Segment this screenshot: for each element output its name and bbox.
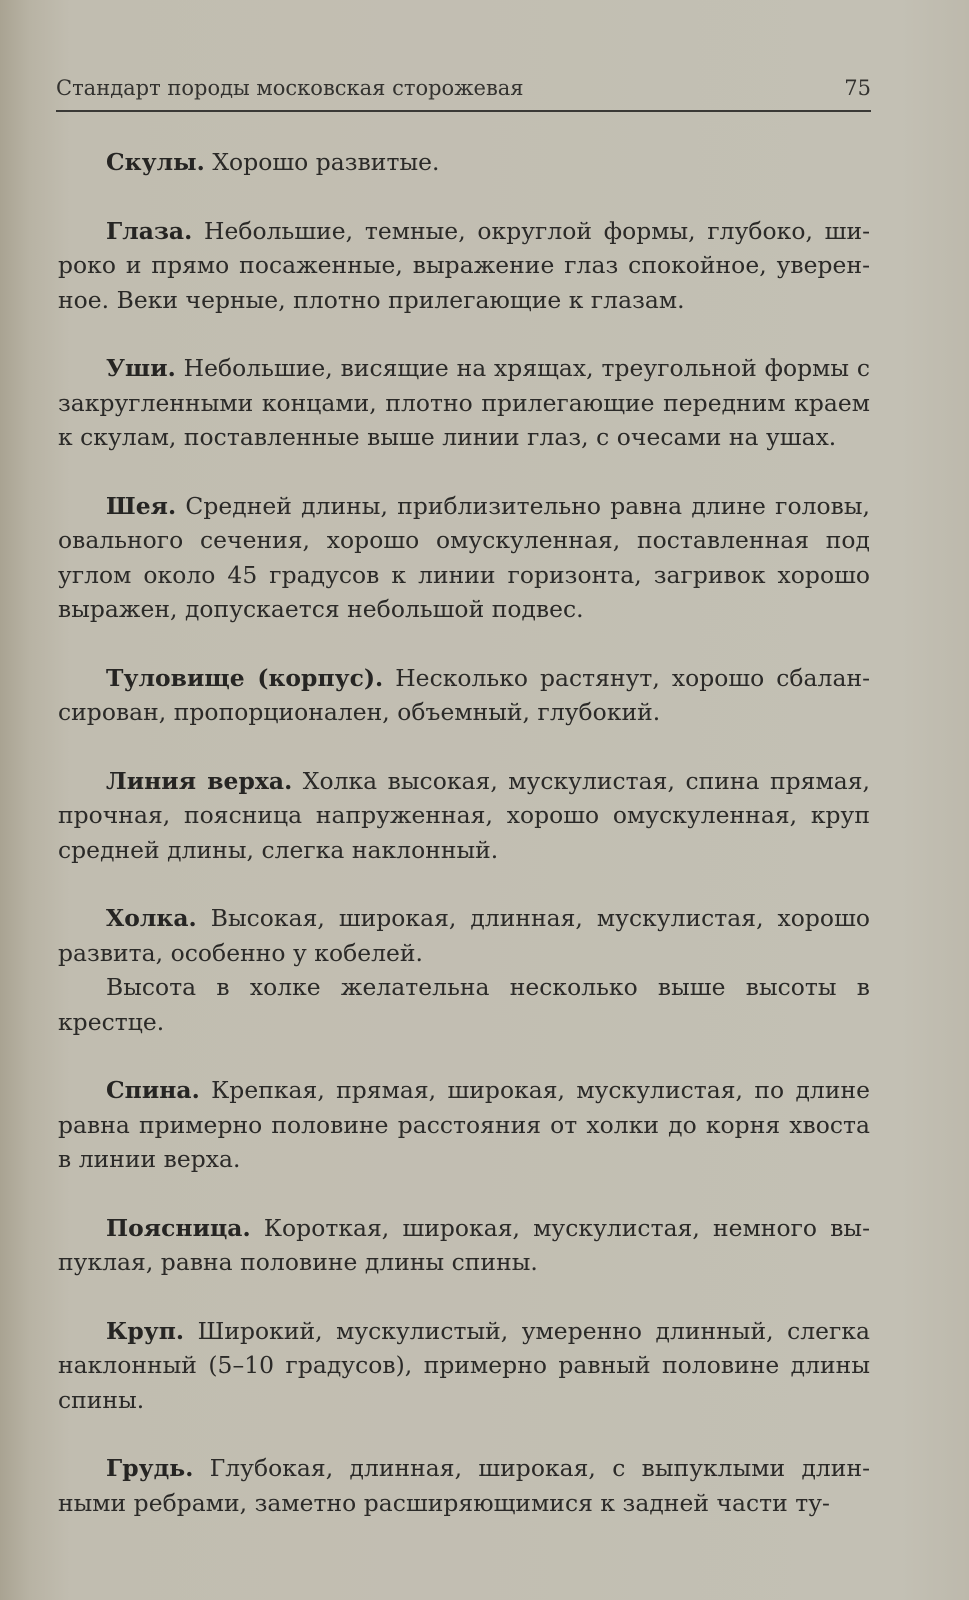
paragraph-text: Высокая, широкая, длинная, мускулистая, хорошо развита, особенно у кобелей. [58,904,870,967]
paragraph-back [58,1073,870,1177]
paragraph-cheekbones [58,145,870,180]
page-number: 75 [844,76,871,100]
paragraph-loin [58,1211,870,1280]
paragraph-topline [58,764,870,868]
paragraph-eyes [58,214,870,318]
paragraph-text: Небольшие, темные, округлой формы, глубоко, широко и прямо посаженные, выражение глаз спокойное, уверенное. Веки черные, плотно прилегающие к глазам. [58,216,870,314]
term-label: Поясница. [106,1213,251,1242]
term-label: Туловище (корпус). [106,663,384,692]
paragraph-text: Глубокая, длинная, широкая, с выпуклыми длинными ребрами, заметно расширяющимися к задней части ту- [58,1454,870,1517]
paragraph-text: Хорошо развитые. [204,148,440,176]
paragraph-text: Широкий, мускулистый, умеренно длинный, слегка наклонный (5–10 градусов), примерно равный половине длины спины. [58,1316,870,1414]
term-label: Грудь. [106,1454,194,1482]
paragraph-text: Небольшие, висящие на хрящах, треугольной формы с закругленными концами, плотно прилегающие передним краем к скулам, поставленные выше линии глаз, с очесами на ушах. [58,354,870,451]
paragraph-neck [58,489,870,627]
term-label: Круп. [106,1316,185,1345]
page-body [58,145,870,1554]
paragraph-withers-height [58,970,870,1039]
paragraph-text: Короткая, широкая, мускулистая, немного выпуклая, равна половине длины спины. [58,1213,870,1276]
term-label: Шея. [106,491,177,520]
paragraph-withers [58,901,870,970]
paragraph-chest [58,1451,870,1520]
term-label: Спина. [106,1076,200,1104]
term-label: Скулы. [106,148,205,176]
paragraph-text: Высота в холке желательна несколько выше высоты в крестце. [58,973,870,1036]
paragraph-text: Холка высокая, мускулистая, спина прямая, прочная, поясница напруженная, хорошо омускуленная, круп средней длины, слегка наклонный. [58,766,871,864]
term-label: Линия верха. [106,766,293,795]
paragraph-text: Средней длины, приблизительно равна длине головы, овального сечения, хорошо омускуленная, поставленная под углом около 45 градусов к линии горизонта, загривок хорошо выражен, допускается небольшой подвес. [58,491,870,623]
paragraph-ears [58,351,870,455]
term-label: Глаза. [106,216,193,245]
paragraph-text: Несколько растянут, хорошо сбалансирован, пропорционален, объемный, глубокий. [58,663,870,726]
running-title: Стандарт породы московская сторожевая [56,76,524,100]
term-label: Уши. [106,354,176,382]
paragraph-text: Крепкая, прямая, широкая, мускулистая, по длине равна примерно половине расстояния от холки до корня хвоста в линии верха. [58,1076,870,1173]
term-label: Холка. [106,904,197,932]
paragraph-body [58,661,870,730]
paragraph-croup [58,1314,870,1418]
running-header [56,70,871,112]
